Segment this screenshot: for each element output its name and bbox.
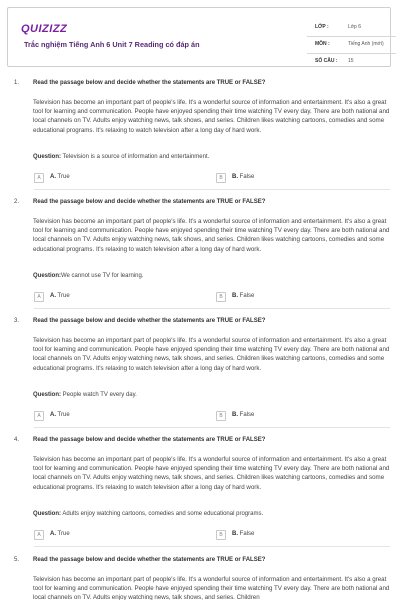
- meta-row-subject: [307, 37, 396, 54]
- option-letter-box[interactable]: A: [34, 292, 44, 302]
- divider: [34, 189, 390, 190]
- question-number: 2.: [14, 199, 20, 205]
- question-statement: [33, 154, 388, 160]
- option-letter-box[interactable]: B: [216, 173, 226, 183]
- option-letter-box[interactable]: A: [34, 530, 44, 540]
- question-heading: Read the passage below and decide whether the statements are TRUE or FALSE?: [33, 199, 266, 205]
- quizizz-logo: QUIZIZZ: [21, 23, 68, 35]
- meta-value: 15: [348, 58, 354, 64]
- reading-passage: Television has become an important part of people's life. It's a wonderful source of information and entertainment. It's also a great tool for learning and communication. People have enjoyed spending their time watching TV every day. There are both national and local channels on TV. Adults enjoy watching news, talk shows, and series. Children: [33, 576, 390, 600]
- statement-label: Question:: [33, 392, 61, 398]
- option-label: B. False: [232, 174, 255, 180]
- meta-value: Tiếng Anh (mới): [348, 41, 384, 47]
- question-statement: [33, 511, 388, 517]
- worksheet-header: [7, 7, 391, 67]
- reading-passage: Television has become an important part of people's life. It's a wonderful source of information and entertainment. It's also a great tool for learning and communication. People have enjoyed spending their time watching TV every day. There are both national and local channels on TV. Adults enjoy watching news, talk shows, and series. Children likes watching cartoons, comedies and some educational programs. It's relaxing to watch television after a long day of hard work.: [33, 99, 390, 134]
- question-number: 3.: [14, 318, 20, 324]
- meta-key: SỐ CÂU :: [315, 58, 338, 64]
- question-number: 1.: [14, 80, 20, 86]
- option-label: B. False: [232, 293, 255, 299]
- reading-passage: Television has become an important part of people's life. It's a wonderful source of information and entertainment. It's also a great tool for learning and communication. People have enjoyed spending their time watching TV every day. There are both national and local channels on TV. Adults enjoy watching news, talk shows, and series. Children likes watching cartoons, comedies and some educational programs. It's relaxing to watch television after a long day of hard work.: [33, 456, 390, 491]
- meta-key: LỚP :: [315, 24, 329, 30]
- statement-text: Television is a source of information and entertainment.: [61, 154, 210, 160]
- statement-text: Adults enjoy watching cartoons, comedies and some educational programs.: [61, 511, 264, 517]
- page-title: Trắc nghiệm Tiếng Anh 6 Unit 7 Reading có đáp án: [24, 40, 200, 49]
- statement-label: Question:: [33, 154, 61, 160]
- question-number: 5.: [14, 557, 20, 563]
- statement-label: Question:: [33, 273, 61, 279]
- option-letter-box[interactable]: B: [216, 411, 226, 421]
- question-statement: [33, 273, 388, 279]
- divider: [34, 546, 390, 547]
- option-label: A. True: [50, 174, 70, 180]
- divider: [34, 308, 390, 309]
- statement-text: We cannot use TV for learning.: [61, 273, 144, 279]
- meta-key: MÔN :: [315, 41, 330, 47]
- question-number: 4.: [14, 437, 20, 443]
- meta-value: Lớp 6: [348, 24, 362, 30]
- statement-label: Question:: [33, 511, 61, 517]
- question-heading: Read the passage below and decide whether the statements are TRUE or FALSE?: [33, 437, 266, 443]
- question-heading: Read the passage below and decide whether the statements are TRUE or FALSE?: [33, 80, 266, 86]
- question-heading: Read the passage below and decide whether the statements are TRUE or FALSE?: [33, 557, 266, 563]
- meta-row-count: [307, 54, 396, 71]
- statement-text: People watch TV every day.: [61, 392, 137, 398]
- option-letter-box[interactable]: A: [34, 173, 44, 183]
- question-heading: Read the passage below and decide whether the statements are TRUE or FALSE?: [33, 318, 266, 324]
- option-letter-box[interactable]: A: [34, 411, 44, 421]
- divider: [34, 427, 390, 428]
- option-label: A. True: [50, 293, 70, 299]
- reading-passage: Television has become an important part of people's life. It's a wonderful source of information and entertainment. It's also a great tool for learning and communication. People have enjoyed spending their time watching TV every day. There are both national and local channels on TV. Adults enjoy watching news, talk shows, and series. Children likes watching cartoons, comedies and some educational programs. It's relaxing to watch television after a long day of hard work.: [33, 337, 390, 372]
- option-label: B. False: [232, 412, 255, 418]
- option-letter-box[interactable]: B: [216, 530, 226, 540]
- option-label: A. True: [50, 412, 70, 418]
- reading-passage: Television has become an important part of people's life. It's a wonderful source of information and entertainment. It's also a great tool for learning and communication. People have enjoyed spending their time watching TV every day. There are both national and local channels on TV. Adults enjoy watching news, talk shows, and series. Children likes watching cartoons, comedies and some educational programs. It's relaxing to watch television after a long day of hard work.: [33, 218, 390, 253]
- question-statement: [33, 392, 388, 398]
- meta-row-class: [307, 20, 396, 37]
- meta-table: [307, 20, 396, 71]
- option-label: B. False: [232, 531, 255, 537]
- option-label: A. True: [50, 531, 70, 537]
- option-letter-box[interactable]: B: [216, 292, 226, 302]
